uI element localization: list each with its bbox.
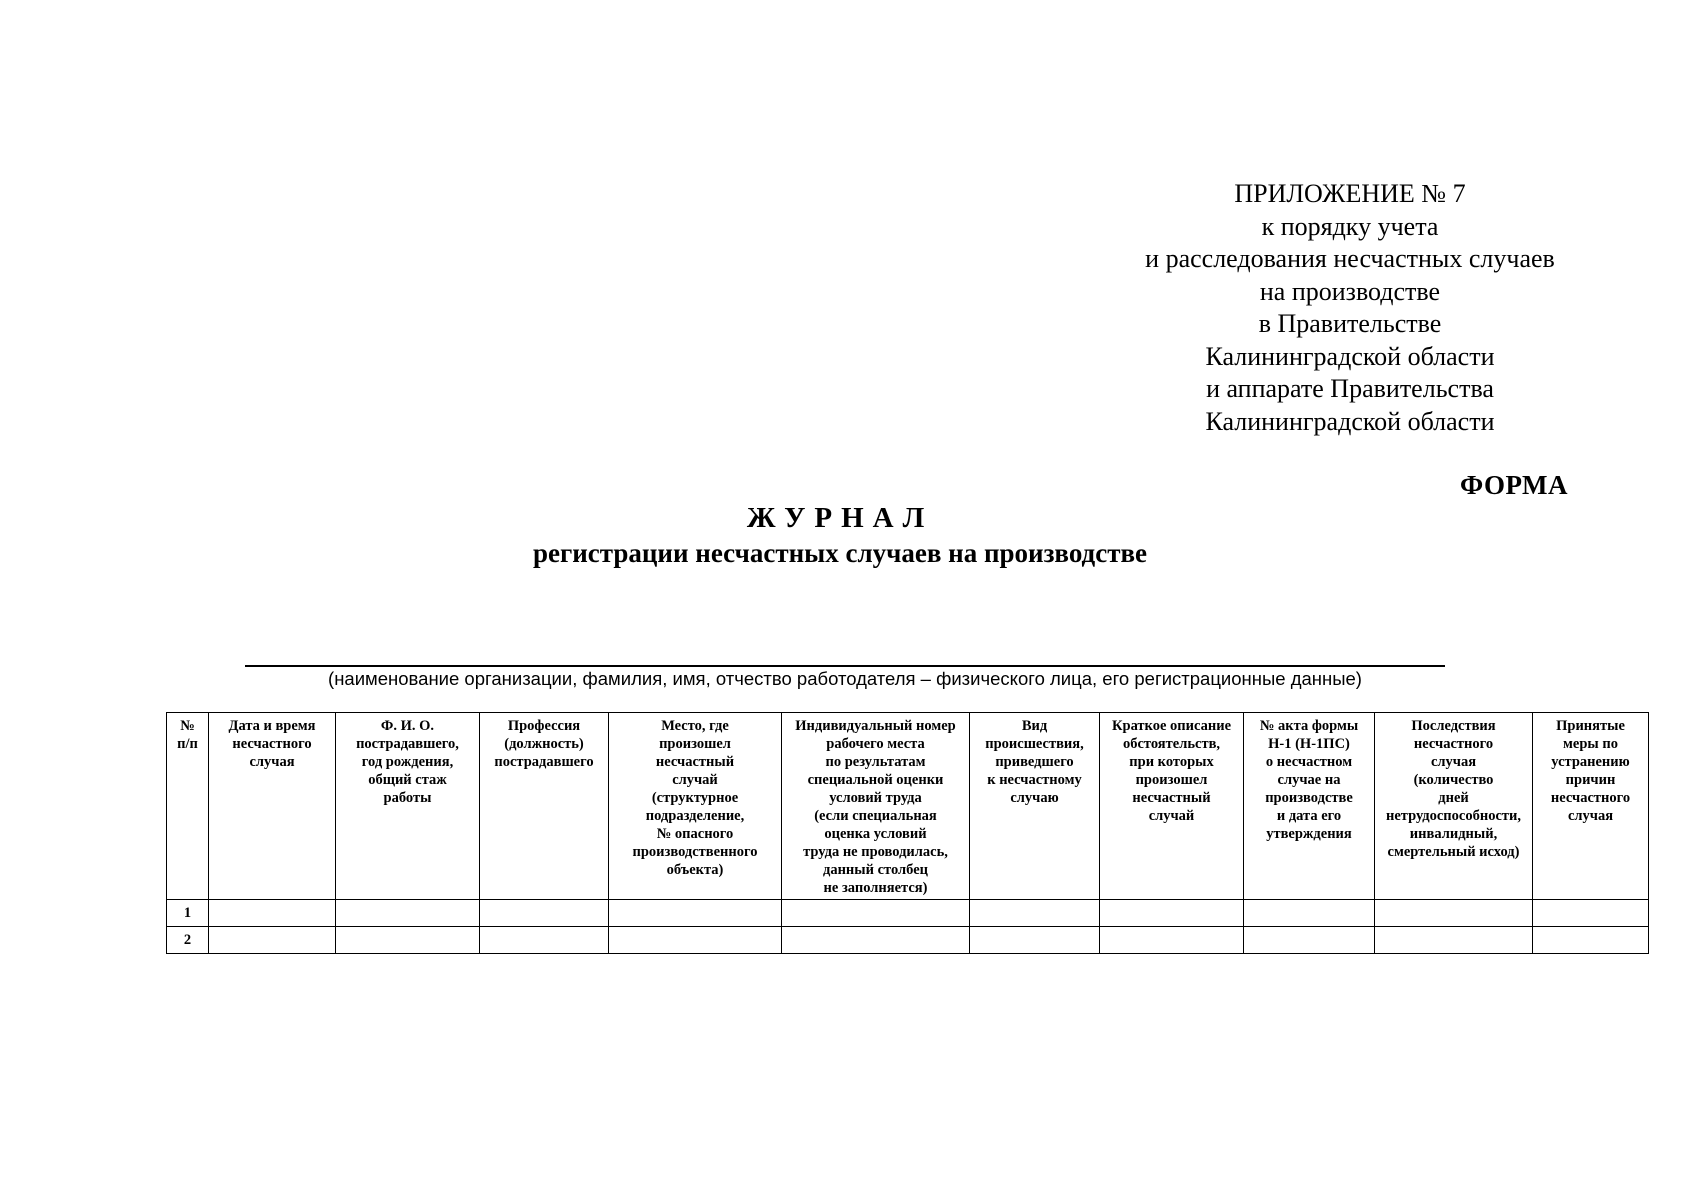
table-cell[interactable] bbox=[609, 900, 782, 927]
table-row bbox=[167, 900, 1649, 927]
column-header-circumstances: Краткое описание обстоятельств, при которых произошел несчастный случай bbox=[1100, 713, 1244, 900]
table-cell[interactable] bbox=[336, 927, 480, 954]
table-cell[interactable] bbox=[1100, 927, 1244, 954]
table-cell[interactable] bbox=[1244, 927, 1375, 954]
appendix-line: на производстве bbox=[1259, 276, 1441, 306]
column-header-measures: Принятые меры по устранению причин несчастного случая bbox=[1533, 713, 1649, 900]
row-number: 2 bbox=[167, 927, 209, 954]
document-subtitle: регистрации несчастных случаев на производстве bbox=[532, 538, 1148, 568]
table-cell[interactable] bbox=[970, 900, 1100, 927]
table-cell[interactable] bbox=[1100, 900, 1244, 927]
table-cell[interactable] bbox=[209, 900, 336, 927]
row-number: 1 bbox=[167, 900, 209, 927]
table-cell[interactable] bbox=[782, 900, 970, 927]
table-header-row bbox=[167, 713, 1649, 900]
organization-fill-line bbox=[245, 665, 1445, 667]
column-header-victim-name: Ф. И. О. пострадавшего, год рождения, общий стаж работы bbox=[336, 713, 480, 900]
column-header-consequences: Последствия несчастного случая (количество дней нетрудоспособности, инвалидный, смертельный исход) bbox=[1375, 713, 1533, 900]
appendix-line: Калининградской области bbox=[1205, 406, 1495, 436]
table-cell[interactable] bbox=[782, 927, 970, 954]
appendix-block bbox=[1110, 178, 1590, 438]
form-label: ФОРМА bbox=[1460, 470, 1568, 500]
column-header-location: Место, где произошел несчастный случай (структурное подразделение, № опасного производственного объекта) bbox=[609, 713, 782, 900]
column-header-act-number: № акта формы Н-1 (Н-1ПС) о несчастном случае на производстве и дата его утверждения bbox=[1244, 713, 1375, 900]
table-cell[interactable] bbox=[209, 927, 336, 954]
appendix-line: к порядку учета bbox=[1261, 211, 1439, 241]
table-cell[interactable] bbox=[970, 927, 1100, 954]
column-header-datetime: Дата и время несчастного случая bbox=[209, 713, 336, 900]
appendix-line: и расследования несчастных случаев bbox=[1145, 244, 1555, 273]
column-header-number: № п/п bbox=[167, 713, 209, 900]
organization-caption: (наименование организации, фамилия, имя, отчество работодателя – физического лица, его регистрационные данные) bbox=[328, 668, 1362, 689]
table-cell[interactable] bbox=[1244, 900, 1375, 927]
table-cell[interactable] bbox=[1533, 900, 1649, 927]
appendix-line: и аппарате Правительства bbox=[1206, 374, 1494, 403]
column-header-incident-type: Вид происшествия, приведшего к несчастному случаю bbox=[970, 713, 1100, 900]
appendix-line: ПРИЛОЖЕНИЕ № 7 bbox=[1234, 179, 1466, 208]
appendix-line: Калининградской области bbox=[1205, 341, 1495, 371]
document-title: ЖУРНАЛ bbox=[746, 502, 934, 534]
column-header-profession: Профессия (должность) пострадавшего bbox=[480, 713, 609, 900]
table-cell[interactable] bbox=[336, 900, 480, 927]
column-header-workplace-number: Индивидуальный номер рабочего места по результатам специальной оценки условий труда (если специальная оценка условий труда не проводилась, данный столбец не заполняется) bbox=[782, 713, 970, 900]
table-cell[interactable] bbox=[1533, 927, 1649, 954]
table-cell[interactable] bbox=[480, 900, 609, 927]
table-cell[interactable] bbox=[1375, 927, 1533, 954]
table-cell[interactable] bbox=[609, 927, 782, 954]
appendix-line: в Правительстве bbox=[1258, 309, 1442, 338]
table-row bbox=[167, 927, 1649, 954]
table-cell[interactable] bbox=[1375, 900, 1533, 927]
table-cell[interactable] bbox=[480, 927, 609, 954]
journal-table bbox=[166, 712, 1649, 954]
